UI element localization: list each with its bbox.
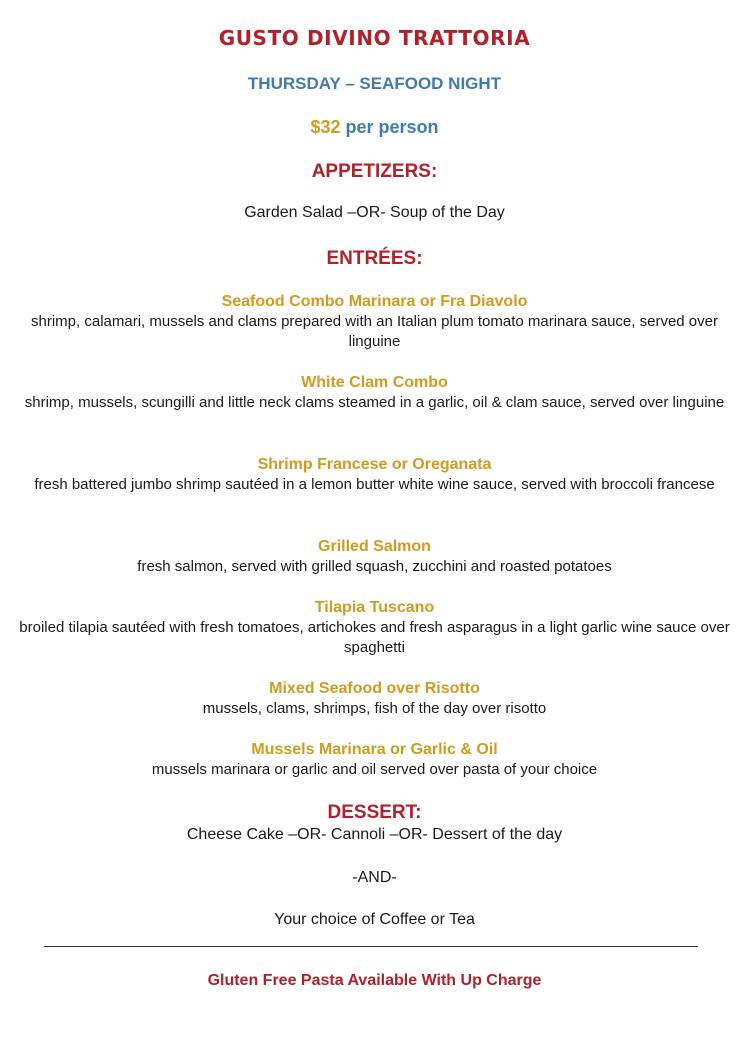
entree-name: Mixed Seafood over Risotto [269, 680, 480, 697]
entrees-heading: ENTRÉES: [326, 248, 423, 269]
beverage-text: Your choice of Coffee or Tea [274, 911, 475, 928]
divider-line [44, 946, 698, 947]
dessert-text: Cheese Cake –OR- Cannoli –OR- Dessert of the day [186, 826, 563, 843]
entree-item [12, 679, 737, 719]
entree-name: Seafood Combo Marinara or Fra Diavolo [221, 293, 528, 310]
entree-item [12, 537, 737, 577]
entree-name: Mussels Marinara or Garlic & Oil [251, 741, 498, 758]
entree-description: fresh salmon, served with grilled squash, zucchini and roasted potatoes [137, 558, 612, 575]
entree-description: mussels, clams, shrimps, fish of the day over risotto [202, 700, 547, 717]
entree-description: broiled tilapia sautéed with fresh tomatoes, artichokes and fresh asparagus in a light garlic wine sauce over spaghetti [19, 619, 730, 656]
entree-description: shrimp, mussels, scungilli and little neck clams steamed in a garlic, oil & clam sauce, served over linguine [24, 394, 725, 411]
entree-item [12, 373, 737, 413]
appetizers-text: Garden Salad –OR- Soup of the Day [244, 204, 505, 221]
night-title: THURSDAY – SEAFOOD NIGHT [247, 74, 502, 93]
gluten-free-note: Gluten Free Pasta Available With Up Charge [207, 972, 542, 989]
entree-item [12, 292, 737, 352]
entree-name: White Clam Combo [301, 374, 448, 391]
price-per-person: per person [345, 117, 439, 137]
entree-description: fresh battered jumbo shrimp sautéed in a lemon butter white wine sauce, served with broccoli francese [34, 476, 715, 493]
dessert-heading: DESSERT: [327, 802, 422, 823]
entree-item [12, 598, 737, 658]
price-line [0, 117, 749, 138]
entree-description: mussels marinara or garlic and oil served over pasta of your choice [151, 761, 598, 778]
entree-name: Shrimp Francese or Oreganata [257, 456, 492, 473]
entree-name: Tilapia Tuscano [314, 599, 435, 616]
appetizers-heading: APPETIZERS: [311, 161, 438, 182]
entree-item [12, 740, 737, 780]
and-separator: -AND- [352, 869, 397, 886]
entree-name: Grilled Salmon [318, 538, 431, 555]
restaurant-name: GUSTO DIVINO TRATTORIA [218, 26, 531, 50]
price-amount: $32 [310, 117, 341, 137]
entree-description: shrimp, calamari, mussels and clams prepared with an Italian plum tomato marinara sauce, served over linguine [31, 313, 718, 350]
entree-item [12, 455, 737, 495]
